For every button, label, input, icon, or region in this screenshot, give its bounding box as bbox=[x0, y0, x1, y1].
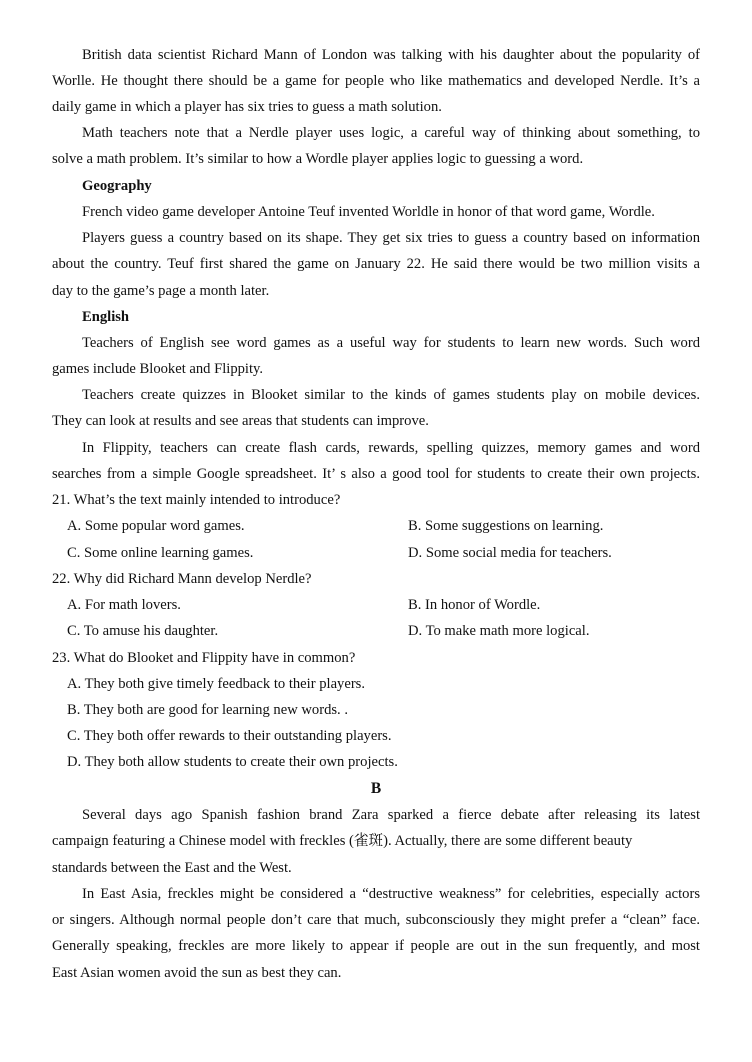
paragraph-line: Teachers create quizzes in Blooket similar to the kinds of games students play on mobile devices. bbox=[82, 387, 700, 403]
answer-option: C. They both offer rewards to their outstanding players. bbox=[67, 728, 392, 744]
answer-option: D. To make math more logical. bbox=[408, 623, 590, 639]
answer-option: B. They both are good for learning new words. . bbox=[67, 702, 349, 718]
paragraph-line: solve a math problem. It’s similar to how a Wordle player applies logic to guessing a word. bbox=[52, 151, 584, 167]
question-stem: 22. Why did Richard Mann develop Nerdle? bbox=[52, 571, 312, 587]
paragraph-line: Worlle. He thought there should be a game for people who like mathematics and developed Nerdle. It’s a bbox=[52, 73, 700, 89]
paragraph-line: or singers. Although normal people don’t care that much, subconsciously they might prefer a “clean” face. bbox=[52, 912, 700, 928]
answer-option: D. They both allow students to create their own projects. bbox=[67, 754, 398, 770]
paragraph-line: Several days ago Spanish fashion brand Zara sparked a fierce debate after releasing its latest bbox=[82, 807, 700, 823]
paragraph-line: French video game developer Antoine Teuf invented Worldle in honor of that word game, Wordle. bbox=[82, 204, 655, 220]
answer-option: D. Some social media for teachers. bbox=[408, 545, 612, 561]
paragraph-line: Players guess a country based on its shape. They get six tries to guess a country based on information bbox=[82, 230, 700, 246]
paragraph-line: Teachers of English see word games as a useful way for students to learn new words. Such word bbox=[82, 335, 700, 351]
section-title-b: B bbox=[370, 780, 382, 797]
paragraph-line: searches from a simple Google spreadsheet. It’ s also a good tool for students to create their own projects. bbox=[52, 466, 700, 482]
paragraph-line: East Asian women avoid the sun as best they can. bbox=[52, 965, 342, 981]
paragraph-line: In Flippity, teachers can create flash cards, rewards, spelling quizzes, memory games and word bbox=[82, 440, 700, 456]
answer-option: C. To amuse his daughter. bbox=[67, 623, 219, 639]
section-heading-geography: Geography bbox=[82, 178, 152, 194]
answer-option: C. Some online learning games. bbox=[67, 545, 254, 561]
paragraph-line: games include Blooket and Flippity. bbox=[52, 361, 264, 377]
paragraph-line: campaign featuring a Chinese model with freckles (雀斑). Actually, there are some different beauty bbox=[52, 833, 633, 849]
paragraph-line: daily game in which a player has six tries to guess a math solution. bbox=[52, 99, 442, 115]
paragraph-line: They can look at results and see areas that students can improve. bbox=[52, 413, 429, 429]
paragraph-line: British data scientist Richard Mann of London was talking with his daughter about the popularity of bbox=[82, 47, 700, 63]
answer-option: A. Some popular word games. bbox=[67, 518, 245, 534]
paragraph-line: Generally speaking, freckles are more likely to appear if people are out in the sun frequently, and most bbox=[52, 938, 700, 954]
question-stem: 23. What do Blooket and Flippity have in common? bbox=[52, 650, 356, 666]
paragraph-line: standards between the East and the West. bbox=[52, 860, 292, 876]
paragraph-line: Math teachers note that a Nerdle player uses logic, a careful way of thinking about something, to bbox=[82, 125, 700, 141]
answer-option: A. For math lovers. bbox=[67, 597, 181, 613]
answer-option: B. Some suggestions on learning. bbox=[408, 518, 604, 534]
section-heading-english: English bbox=[82, 309, 130, 325]
paragraph-line: about the country. Teuf first shared the game on January 22. He said there would be two million visits a bbox=[52, 256, 700, 272]
answer-option: A. They both give timely feedback to their players. bbox=[67, 676, 366, 692]
answer-option: B. In honor of Wordle. bbox=[408, 597, 541, 613]
question-stem: 21. What’s the text mainly intended to introduce? bbox=[52, 492, 341, 508]
paragraph-line: In East Asia, freckles might be considered a “destructive weakness” for celebrities, especially actors bbox=[82, 886, 700, 902]
paragraph-line: day to the game’s page a month later. bbox=[52, 283, 270, 299]
